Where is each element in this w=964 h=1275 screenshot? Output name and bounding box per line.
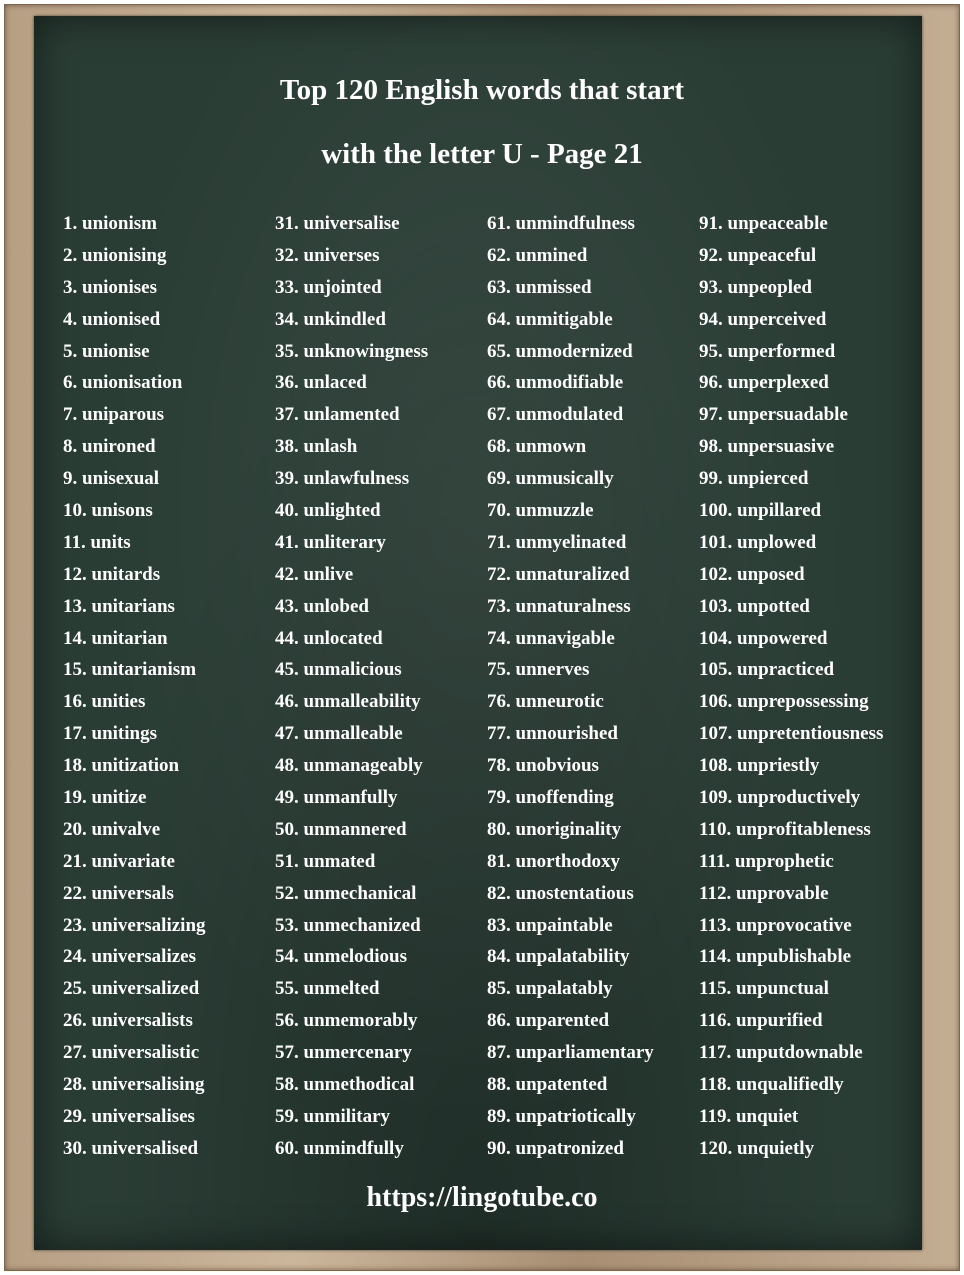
word-list-item: 68. unmown — [487, 436, 587, 458]
word-list-item: 41. unliterary — [275, 531, 386, 553]
word-list-item: 97. unpersuadable — [699, 404, 848, 426]
word-list-item: 78. unobvious — [487, 755, 599, 777]
word-column-2 — [275, 208, 428, 1165]
word-list-item: 96. unperplexed — [699, 372, 829, 394]
word-list-item: 82. unostentatious — [487, 882, 634, 904]
word-list-item: 21. univariate — [63, 850, 175, 872]
word-list-item: 119. unquiet — [699, 1105, 799, 1127]
word-list-item: 51. unmated — [275, 850, 376, 872]
word-list-item: 7. uniparous — [63, 404, 165, 426]
word-list-item: 5. unionise — [63, 340, 150, 362]
word-list-item: 13. unitarians — [63, 595, 175, 617]
word-list-item: 105. unpracticed — [699, 659, 835, 681]
word-list-item: 30. universalised — [63, 1137, 199, 1159]
word-list-item: 25. universalized — [63, 978, 200, 1000]
word-list-item: 90. unpatronized — [487, 1137, 624, 1159]
word-list-item: 64. unmitigable — [487, 308, 613, 330]
word-list-item: 33. unjointed — [275, 276, 382, 298]
word-list-item: 79. unoffending — [487, 787, 614, 809]
word-list-item: 106. unprepossessing — [699, 691, 869, 713]
word-list-item: 60. unmindfully — [275, 1137, 404, 1159]
word-column-1 — [63, 208, 206, 1165]
word-list-item: 43. unlobed — [275, 595, 369, 617]
word-list-item: 4. unionised — [63, 308, 161, 330]
word-list-item: 74. unnavigable — [487, 627, 615, 649]
word-list-item: 94. unperceived — [699, 308, 827, 330]
word-list-item: 11. units — [63, 531, 131, 553]
word-list-item: 8. unironed — [63, 436, 156, 458]
word-list-item: 61. unmindfulness — [487, 213, 635, 234]
word-list-item: 23. universalizing — [63, 914, 206, 936]
word-list-item: 99. unpierced — [699, 468, 809, 490]
word-list-item: 14. unitarian — [63, 627, 168, 649]
word-list-item: 66. unmodifiable — [487, 372, 624, 394]
word-list-item: 111. unprophetic — [699, 850, 834, 872]
word-list-item: 88. unpatented — [487, 1074, 608, 1096]
word-list-item: 55. unmelted — [275, 978, 380, 1000]
word-list-item: 75. unnerves — [487, 659, 590, 681]
word-list-item: 109. unproductively — [699, 787, 861, 809]
word-list-item: 57. unmercenary — [275, 1042, 412, 1064]
word-list-item: 116. unpurified — [699, 1010, 823, 1032]
word-list-item: 80. unoriginality — [487, 818, 622, 840]
word-list-item: 15. unitarianism — [63, 659, 197, 681]
word-list-item: 20. univalve — [63, 818, 161, 840]
word-list-item: 31. universalise — [275, 213, 400, 234]
word-list-item: 24. universalizes — [63, 946, 196, 968]
word-list-item: 52. unmechanical — [275, 882, 417, 904]
word-list-item: 81. unorthodoxy — [487, 850, 621, 872]
word-list-item: 67. unmodulated — [487, 404, 624, 426]
word-list-item: 22. universals — [63, 882, 174, 904]
word-list-item: 59. unmilitary — [275, 1105, 391, 1127]
word-list-item: 58. unmethodical — [275, 1074, 415, 1096]
word-list-item: 35. unknowingness — [275, 340, 429, 362]
word-list-item: 36. unlaced — [275, 372, 367, 394]
word-list-item: 17. unitings — [63, 723, 157, 745]
word-list-item: 42. unlive — [275, 563, 354, 585]
word-list-item: 107. unpretentiousness — [699, 723, 884, 745]
word-list-item: 112. unprovable — [699, 882, 829, 904]
word-list-item: 10. unisons — [63, 500, 153, 522]
word-list-item: 73. unnaturalness — [487, 595, 631, 617]
word-list-item: 39. unlawfulness — [275, 468, 410, 490]
word-column-3 — [487, 208, 654, 1165]
word-list-item: 63. unmissed — [487, 276, 592, 298]
word-list-item: 37. unlamented — [275, 404, 400, 426]
word-list-item: 47. unmalleable — [275, 723, 403, 745]
word-list-item: 46. unmalleability — [275, 691, 421, 713]
page-title-line-2: with the letter U - Page 21 — [321, 138, 643, 170]
word-list-item: 44. unlocated — [275, 627, 383, 649]
word-list-item: 69. unmusically — [487, 468, 614, 490]
word-list-item: 113. unprovocative — [699, 914, 852, 936]
word-list-item: 84. unpalatability — [487, 946, 630, 968]
word-list-item: 101. unplowed — [699, 531, 817, 553]
word-list-item: 34. unkindled — [275, 308, 386, 330]
word-list-item: 86. unparented — [487, 1010, 610, 1032]
word-list-item: 29. universalises — [63, 1105, 195, 1127]
word-list-item: 110. unprofitableness — [699, 818, 871, 840]
word-list-item: 120. unquietly — [699, 1137, 815, 1159]
word-list-item: 76. unneurotic — [487, 691, 604, 713]
word-list-item: 118. unqualifiedly — [699, 1074, 844, 1096]
word-list-item: 45. unmalicious — [275, 659, 402, 681]
word-list-item: 40. unlighted — [275, 500, 381, 522]
word-list-item: 12. unitards — [63, 563, 161, 585]
word-list-item: 62. unmined — [487, 244, 588, 266]
page-title-line-1: Top 120 English words that start — [279, 74, 685, 106]
word-list-item: 70. unmuzzle — [487, 500, 594, 522]
word-list-item: 27. universalistic — [63, 1042, 200, 1064]
word-list-item: 1. unionism — [63, 213, 157, 234]
word-list-item: 2. unionising — [63, 244, 167, 266]
word-list-item: 28. universalising — [63, 1074, 205, 1096]
word-list-item: 92. unpeaceful — [699, 244, 817, 266]
word-column-4 — [699, 208, 883, 1165]
word-list-item: 89. unpatriotically — [487, 1105, 636, 1127]
word-list-item: 117. unputdownable — [699, 1042, 863, 1064]
word-list-item: 53. unmechanized — [275, 914, 421, 936]
word-list-item: 16. unities — [63, 691, 146, 713]
word-list-item: 85. unpalatably — [487, 978, 613, 1000]
word-list-item: 19. unitize — [63, 787, 147, 809]
word-list-item: 32. universes — [275, 244, 380, 266]
word-list-item: 98. unpersuasive — [699, 436, 835, 458]
word-list-item: 102. unposed — [699, 563, 805, 585]
word-list-item: 95. unperformed — [699, 340, 836, 362]
word-list-item: 18. unitization — [63, 755, 180, 777]
word-list-item: 49. unmanfully — [275, 787, 398, 809]
word-list-item: 72. unnaturalized — [487, 563, 630, 585]
word-list-item: 103. unpotted — [699, 595, 810, 617]
word-list-item: 87. unparliamentary — [487, 1042, 654, 1064]
word-list-item: 65. unmodernized — [487, 340, 633, 362]
word-list-item: 26. universalists — [63, 1010, 193, 1032]
word-list-item: 3. unionises — [63, 276, 157, 298]
word-list-item: 38. unlash — [275, 436, 358, 458]
word-list-item: 91. unpeaceable — [699, 213, 828, 234]
word-list-item: 56. unmemorably — [275, 1010, 418, 1032]
word-list-item: 48. unmanageably — [275, 755, 423, 777]
website-url: https://lingotube.co — [366, 1182, 598, 1213]
word-list-item: 71. unmyelinated — [487, 531, 627, 553]
word-list-item: 9. unisexual — [63, 468, 160, 490]
word-list-item: 77. unnourished — [487, 723, 618, 745]
word-list-item: 54. unmelodious — [275, 946, 407, 968]
word-list-item: 115. unpunctual — [699, 978, 829, 1000]
word-list-item: 114. unpublishable — [699, 946, 852, 968]
word-list-item: 50. unmannered — [275, 818, 407, 840]
word-list-item: 93. unpeopled — [699, 276, 812, 298]
word-list-item: 100. unpillared — [699, 500, 822, 522]
word-list-item: 104. unpowered — [699, 627, 828, 649]
word-list-item: 6. unionisation — [63, 372, 183, 394]
word-list-item: 108. unpriestly — [699, 755, 820, 777]
word-list-item: 83. unpaintable — [487, 914, 613, 936]
